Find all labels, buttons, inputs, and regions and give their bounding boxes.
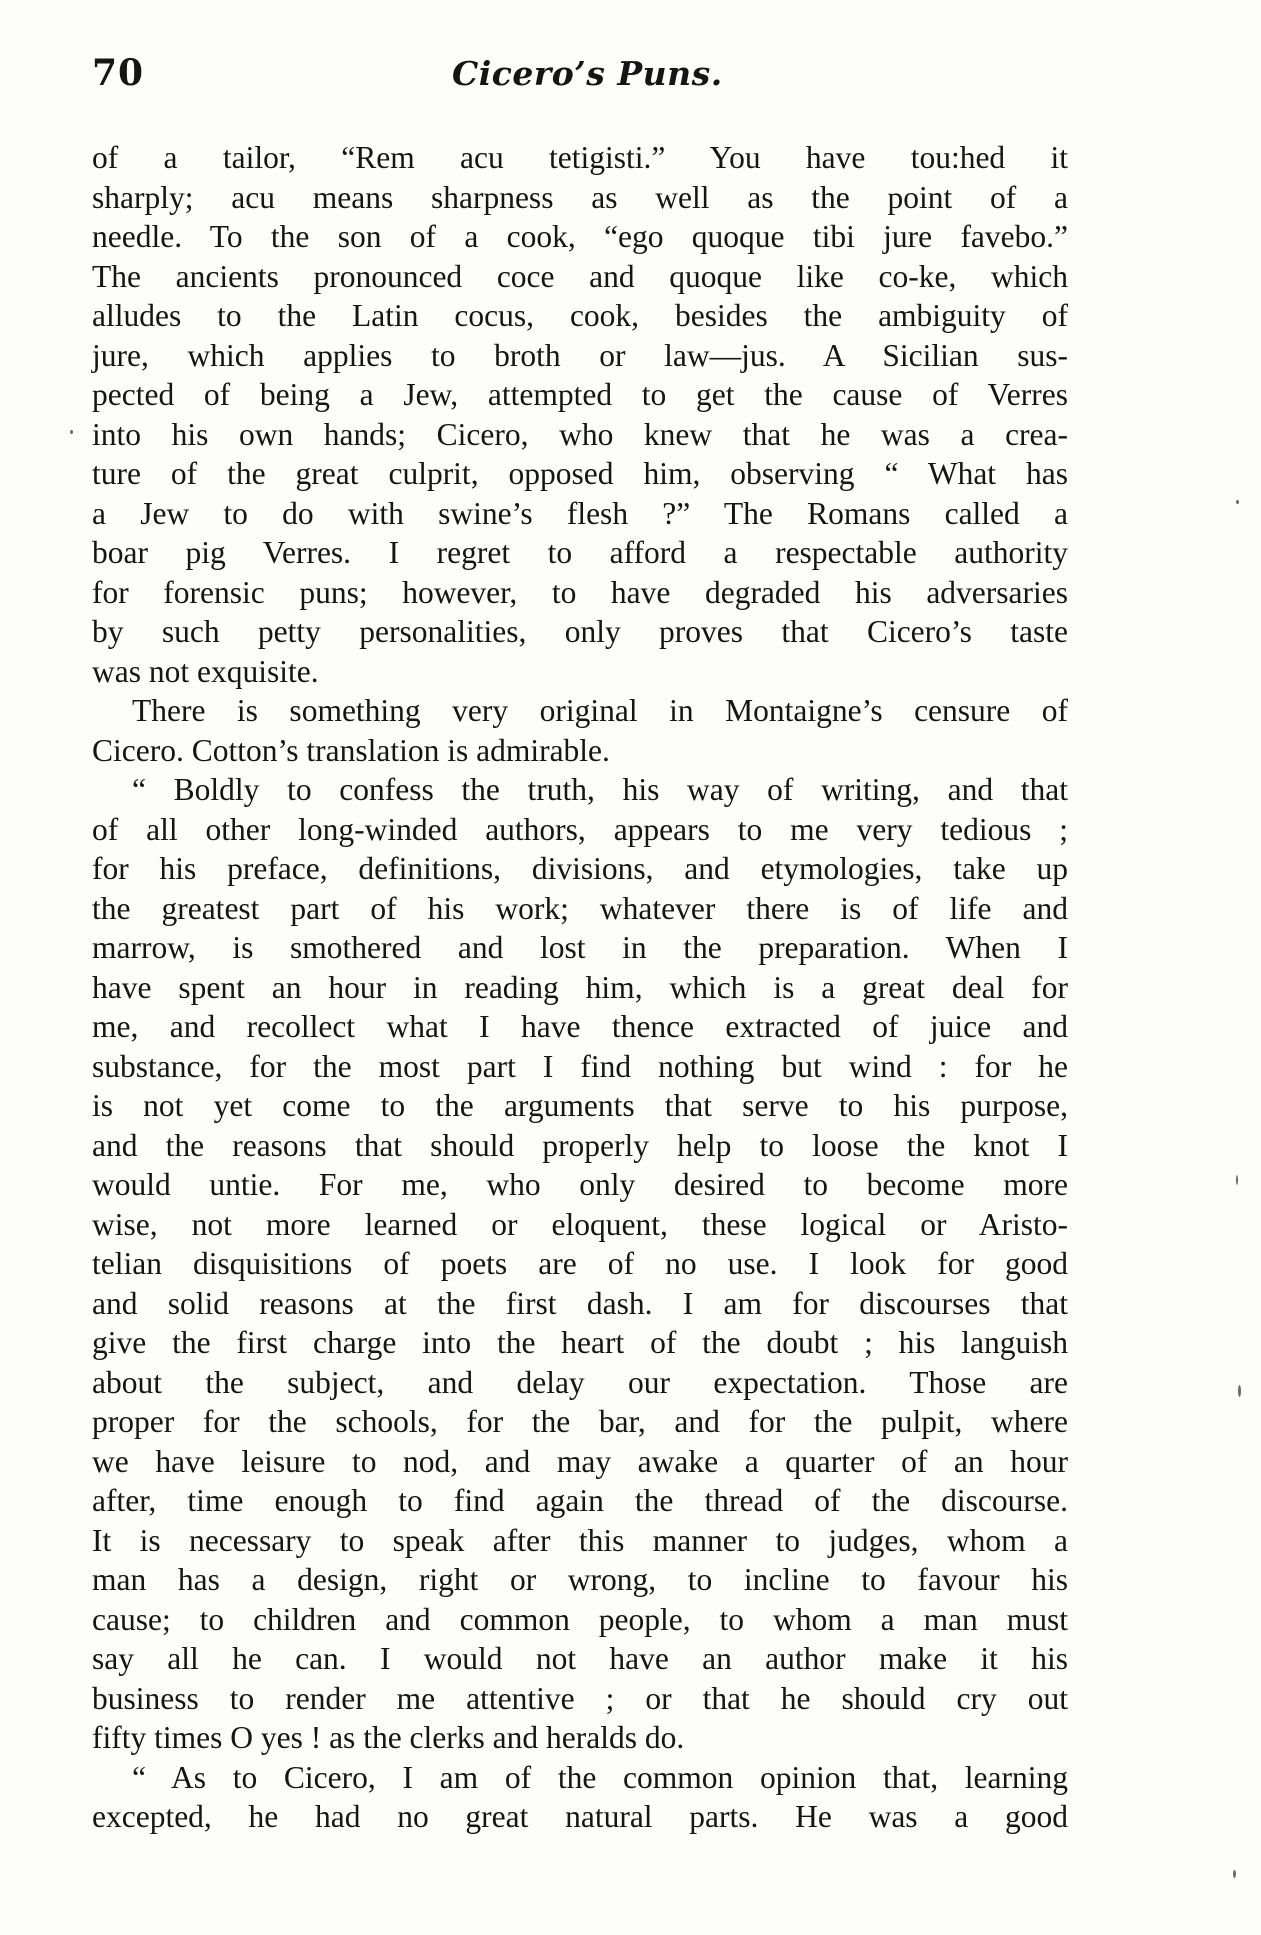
text-line: boar pig Verres. I regret to afford a respectable authority [92, 535, 1068, 570]
text-line: about the subject, and delay our expectation. Those are [92, 1364, 1068, 1400]
scan-speck [70, 430, 73, 434]
text-line: wise, not more learned or eloquent, these logical or Aristo- [92, 1206, 1068, 1242]
text-line: and the reasons that should properly help to loose the knot I [92, 1127, 1068, 1163]
text-line: fifty times O yes ! as the clerks and heralds do. [92, 1720, 685, 1755]
text-line: a Jew to do with swine’s flesh ?” The Romans called a [92, 495, 1068, 531]
scan-speck [1238, 1385, 1241, 1397]
text-line: for his preface, definitions, divisions, and etymologies, take up [92, 851, 1068, 886]
text-line: proper for the schools, for the bar, and for the pulpit, where [92, 1404, 1068, 1439]
page-number: 70 [92, 52, 145, 94]
text-line: by such petty personalities, only proves that Cicero’s taste [92, 614, 1068, 649]
text-line: and solid reasons at the first dash. I am for discourses that [92, 1285, 1068, 1321]
text-line: would untie. For me, who only desired to become more [92, 1167, 1068, 1202]
text-line: marrow, is smothered and lost in the preparation. When I [92, 930, 1068, 965]
scan-speck [1233, 1870, 1236, 1878]
text-line: cause; to children and common people, to whom a man must [92, 1601, 1068, 1637]
text-line: have spent an hour in reading him, which is a great deal for [92, 969, 1068, 1005]
text-line: me, and recollect what I have thence extracted of juice and [92, 1009, 1068, 1044]
text-line: we have leisure to nod, and may awake a quarter of an hour [92, 1443, 1068, 1479]
text-line: substance, for the most part I find nothing but wind : for he [92, 1048, 1068, 1084]
text-line: telian disquisitions of poets are of no use. I look for good [92, 1246, 1068, 1281]
text-line: the greatest part of his work; whatever there is of life and [92, 890, 1068, 926]
text-line: needle. To the son of a cook, “ego quoque tibi jure favebo.” [92, 219, 1068, 254]
text-line: It is necessary to speak after this manner to judges, whom a [92, 1522, 1068, 1558]
text-line: alludes to the Latin cocus, cook, besides the ambiguity of [92, 298, 1068, 333]
text-line: ture of the great culprit, opposed him, observing “ What has [92, 456, 1068, 491]
body-text [92, 138, 1068, 1837]
text-line: say all he can. I would not have an author make it his [92, 1641, 1068, 1676]
text-line: jure, which applies to broth or law—jus. A Sicilian sus- [92, 337, 1068, 373]
text-line: Cicero. Cotton’s translation is admirable. [92, 732, 610, 768]
page-header [92, 52, 1077, 102]
text-line: after, time enough to find again the thread of the discourse. [92, 1483, 1068, 1518]
text-line: was not exquisite. [92, 653, 319, 689]
text-line: pected of being a Jew, attempted to get the cause of Verres [92, 377, 1068, 412]
text-line: for forensic puns; however, to have degraded his adversaries [92, 574, 1068, 610]
text-line: of a tailor, “Rem acu tetigisti.” You have tou:hed it [92, 140, 1068, 175]
text-line: give the first charge into the heart of the doubt ; his languish [92, 1325, 1068, 1360]
text-line: sharply; acu means sharpness as well as the point of a [92, 179, 1068, 215]
scan-speck [1236, 500, 1239, 504]
text-line: into his own hands; Cicero, who knew that he was a crea- [92, 416, 1068, 452]
text-line: The ancients pronounced coce and quoque like co-ke, which [92, 258, 1068, 294]
scan-speck [1236, 1175, 1238, 1185]
text-line: man has a design, right or wrong, to incline to favour his [92, 1562, 1068, 1597]
text-line: business to render me attentive ; or that he should cry out [92, 1680, 1068, 1716]
text-line: excepted, he had no great natural parts. He was a good [92, 1799, 1068, 1834]
text-line: of all other long-winded authors, appears to me very tedious ; [92, 811, 1068, 847]
text-line: is not yet come to the arguments that serve to his purpose, [92, 1088, 1068, 1123]
text-line: “ Boldly to confess the truth, his way of writing, and that [132, 772, 1068, 807]
text-line: There is something very original in Montaigne’s censure of [132, 693, 1068, 728]
text-line: “ As to Cicero, I am of the common opinion that, learning [132, 1759, 1068, 1795]
running-title: Cicero’s Puns. [452, 54, 723, 93]
